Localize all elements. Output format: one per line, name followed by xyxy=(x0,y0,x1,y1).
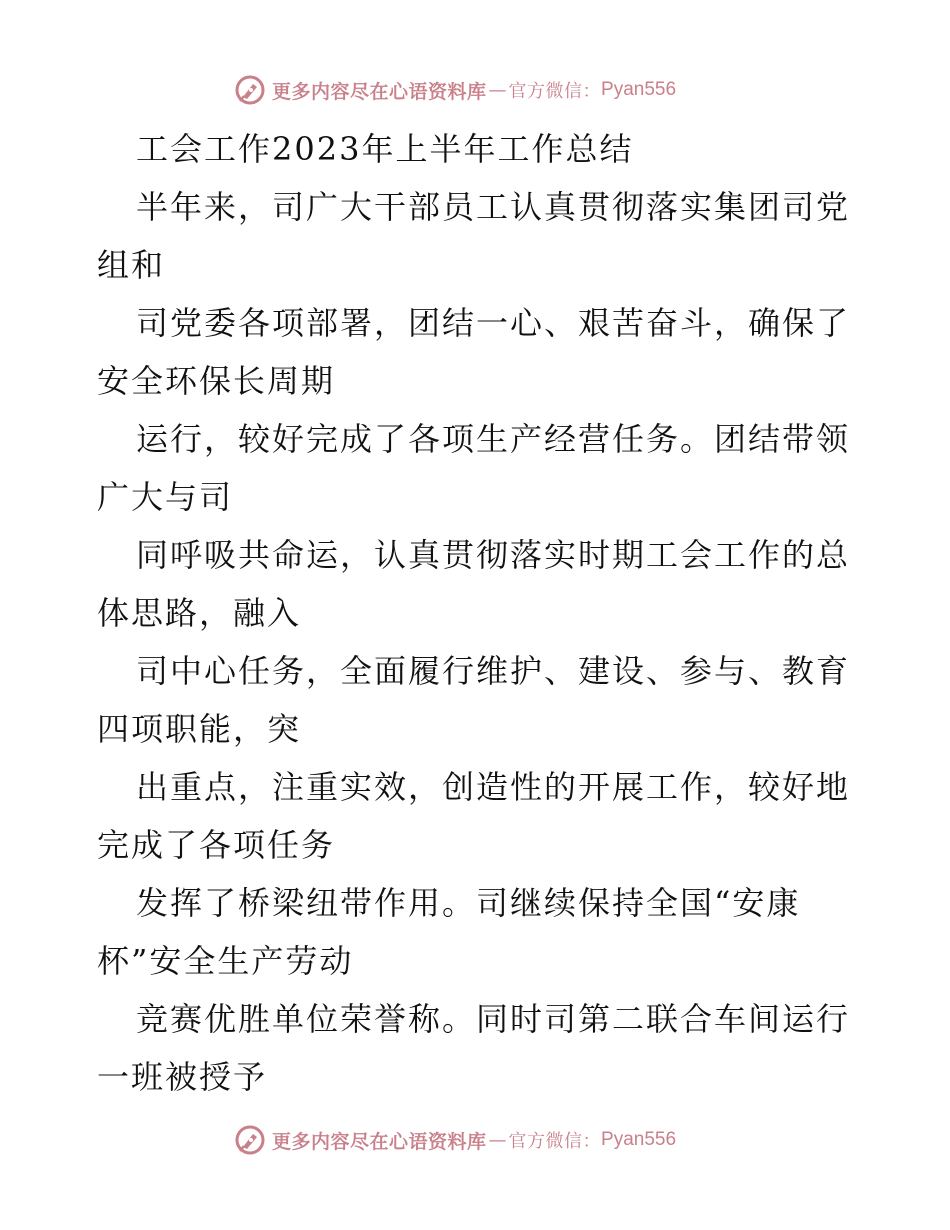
document-title: 工会工作2023年上半年工作总结 xyxy=(136,130,634,168)
watermark-main-text: 更多内容尽在心语资料库 xyxy=(272,80,487,103)
footer-watermark xyxy=(234,1122,676,1158)
watermark-separator: — xyxy=(488,1129,507,1151)
body-line: 半年来，司广大干部员工认真贯彻落实集团司党 xyxy=(136,188,851,226)
watermark-sub-text: 官方微信： xyxy=(508,81,602,102)
document-body xyxy=(97,120,857,1106)
body-line: 组和 xyxy=(97,246,166,284)
body-line: 发挥了桥梁纽带作用。司继续保持全国“安康 xyxy=(136,884,801,922)
body-line: 广大与司 xyxy=(97,478,234,516)
body-line: 司中心任务，全面履行维护、建设、参与、教育 xyxy=(136,652,851,690)
body-line: 一班被授予 xyxy=(97,1058,268,1096)
body-line: 出重点，注重实效，创造性的开展工作，较好地 xyxy=(136,768,851,806)
pen-nib-logo-icon xyxy=(234,1124,266,1156)
body-line: 完成了各项任务 xyxy=(97,826,336,864)
watermark-main-text: 更多内容尽在心语资料库 xyxy=(272,1130,487,1153)
body-line: 运行，较好完成了各项生产经营任务。团结带领 xyxy=(136,420,851,458)
body-line: 体思路，融入 xyxy=(97,594,302,632)
body-line: 司党委各项部署，团结一心、艰苦奋斗，确保了 xyxy=(136,304,851,342)
watermark-wechat-id: Pyan556 xyxy=(601,79,677,100)
body-line: 同呼吸共命运，认真贯彻落实时期工会工作的总 xyxy=(136,536,851,574)
body-line: 竞赛优胜单位荣誉称。同时司第二联合车间运行 xyxy=(136,1000,851,1038)
body-line: 杯”安全生产劳动 xyxy=(97,942,354,980)
watermark-wechat-id: Pyan556 xyxy=(601,1129,677,1150)
body-line: 安全环保长周期 xyxy=(97,362,336,400)
pen-nib-logo-icon xyxy=(234,74,266,106)
watermark-sub-text: 官方微信： xyxy=(508,1131,602,1152)
watermark-separator: — xyxy=(488,79,507,101)
header-watermark xyxy=(234,72,676,108)
body-line: 四项职能，突 xyxy=(97,710,302,748)
